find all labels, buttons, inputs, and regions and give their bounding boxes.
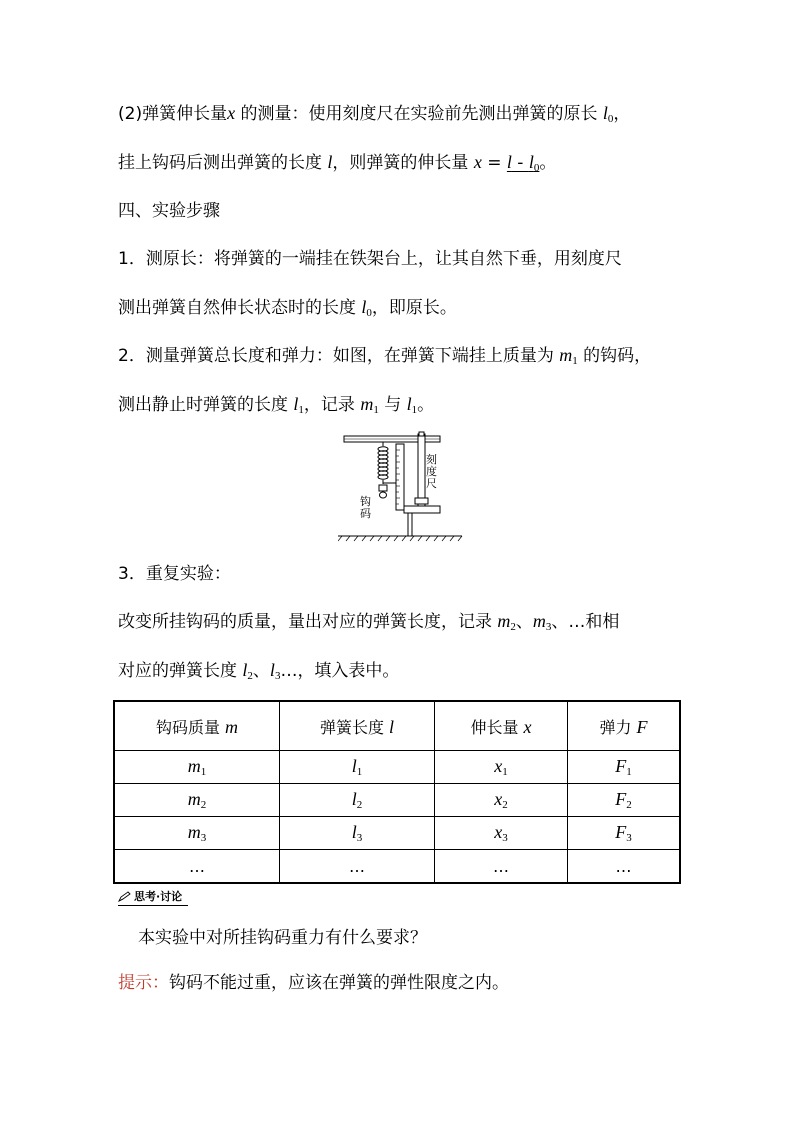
step1-line2: 测出弹簧自然伸长状态时的长度 $l_0$，即原长。 — [118, 297, 457, 319]
table-cell: $F_2$ — [568, 784, 681, 817]
discussion-question: 本实验中对所挂钩码重力有什么要求？ — [138, 928, 427, 948]
table-row — [114, 817, 680, 850]
table-cell: $m_1$ — [114, 751, 280, 784]
table-cell: $l_1$ — [280, 751, 435, 784]
table-cell: $l_3$ — [280, 817, 435, 850]
data-table — [113, 700, 681, 884]
text: 的测量：使用刻度尺在实验前先测出弹簧的原长 — [235, 104, 603, 124]
answer-blank: l - $l_0$ — [506, 152, 540, 174]
text: 挂上钩码后测出弹簧的长度 — [118, 153, 328, 173]
text: (2)弹簧伸长量 — [118, 104, 228, 124]
step2-line2: 测出静止时弹簧的长度 $l_1$，记录 $m_1$ 与 $l_1$。 — [118, 394, 435, 416]
var-x: x — [227, 103, 236, 123]
table-cell: $x_1$ — [435, 751, 568, 784]
weight-label: 钩码 — [360, 495, 371, 520]
table-cell: $x_3$ — [435, 817, 568, 850]
spring-apparatus-figure — [338, 430, 468, 546]
discussion-hint — [118, 971, 509, 995]
hint-label: 提示： — [118, 973, 169, 993]
step2-line1: 2．测量弹簧总长度和弹力：如图，在弹簧下端挂上质量为 $m_1$ 的钩码， — [118, 345, 652, 367]
discussion-tag-label: 思考·讨论 — [134, 890, 183, 903]
ruler-label: 刻度尺 — [426, 453, 437, 490]
pencil-icon — [118, 891, 131, 902]
text: 。 — [539, 153, 557, 173]
step3-line2: 对应的弹簧长度 $l_2$、$l_3\dots$，填入表中。 — [118, 660, 400, 682]
header-mass: 钩码质量 m — [114, 701, 280, 751]
header-length: 弹簧长度 l — [280, 701, 435, 751]
paragraph-measurement-line2 — [118, 150, 556, 180]
var-x: x — [473, 152, 482, 172]
table-cell: $F_1$ — [568, 751, 681, 784]
discussion-tag — [118, 888, 188, 906]
var-l0: $l_0$ — [602, 103, 614, 125]
table-cell: … — [280, 850, 435, 884]
text: = — [481, 153, 507, 173]
text: ， — [613, 104, 631, 124]
table-row — [114, 751, 680, 784]
section-heading: 四、实验步骤 — [118, 201, 220, 221]
table-row — [114, 850, 680, 884]
step3-title: 3．重复实验： — [118, 564, 231, 584]
table-cell: … — [435, 850, 568, 884]
step3-line1: 改变所挂钩码的质量，量出对应的弹簧长度，记录 $m_2$、$m_3$、…和相 — [118, 611, 620, 633]
table-cell: … — [568, 850, 681, 884]
header-extension: 伸长量 x — [435, 701, 568, 751]
hint-text: 钩码不能过重，应该在弹簧的弹性限度之内。 — [169, 973, 509, 993]
header-force: 弹力 F — [568, 701, 681, 751]
var-l: l — [327, 152, 333, 172]
text: ，则弹簧的伸长量 — [332, 153, 474, 173]
table-cell: $l_2$ — [280, 784, 435, 817]
table-cell: … — [114, 850, 280, 884]
table-cell: $F_3$ — [568, 817, 681, 850]
step1-line1: 1．测原长：将弹簧的一端挂在铁架台上，让其自然下垂，用刻度尺 — [118, 249, 622, 269]
table-cell: $m_3$ — [114, 817, 280, 850]
paragraph-measurement-line1 — [118, 101, 630, 131]
table-cell: $x_2$ — [435, 784, 568, 817]
table-cell: $m_2$ — [114, 784, 280, 817]
table-header-row — [114, 701, 680, 751]
table-row — [114, 784, 680, 817]
